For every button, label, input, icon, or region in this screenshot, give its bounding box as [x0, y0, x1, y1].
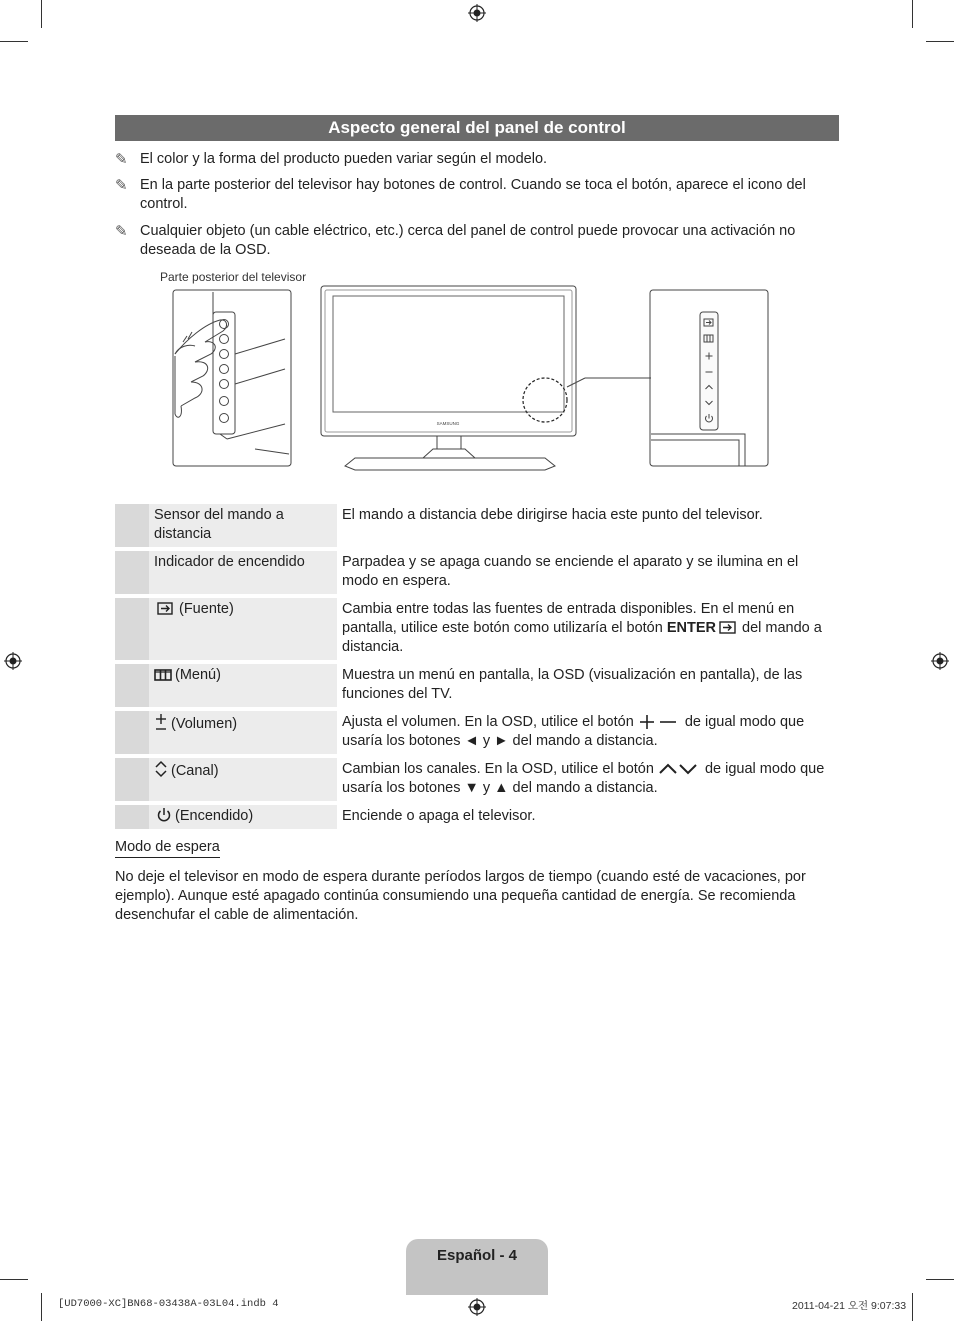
row-name: (Fuente): [149, 598, 337, 660]
crop-mark: [926, 41, 954, 42]
standby-text: No deje el televisor en modo de espera durante períodos largos de tiempo (cuando esté de vacaciones, por ejemplo). Aunque esté apagado continúa consumiendo una pequeña cantidad de energía. Se recomienda desenchufar el cable de alimentación.: [115, 869, 806, 923]
print-date-info: 2011-04-21 오전 9:07:33: [792, 1300, 907, 1312]
volume-plus-minus-icon: [638, 715, 678, 729]
control-table: [115, 500, 839, 833]
row-marker: [115, 664, 149, 707]
row-desc: Cambia entre todas las fuentes de entrada disponibles. En el menú en pantalla, utilice este botón como utilizaría el botón ENTER del mando a distancia.: [337, 598, 839, 660]
row-desc: Cambian los canales. En la OSD, utilice el botón de igual modo que usaría los botones ▼ y ▲ del mando a distancia.: [337, 758, 839, 801]
page-number-tab: Español - 4: [406, 1239, 548, 1295]
row-marker: [115, 711, 149, 754]
row-desc: Ajusta el volumen. En la OSD, utilice el botón de igual modo que usaría los botones ◄ y ► del mando a distancia.: [337, 711, 839, 754]
table-row: [115, 758, 839, 801]
hand-touch-illustration: [173, 290, 291, 466]
figure-label: Parte posterior del televisor: [160, 270, 307, 284]
table-row: [115, 504, 839, 547]
row-name: Sensor del mando a distancia: [149, 504, 337, 547]
tv-front-illustration: [321, 286, 651, 470]
row-name: (Canal): [149, 758, 337, 801]
crop-mark: [0, 1279, 28, 1280]
crop-mark: [926, 1279, 954, 1280]
row-name: (Volumen): [149, 711, 337, 754]
table-row: [115, 664, 839, 707]
row-marker: [115, 551, 149, 594]
channel-up-down-icon: [658, 762, 698, 776]
source-icon: [718, 620, 738, 635]
print-file-info: [UD7000-XC]BN68-03438A-03L04.indb 4: [58, 1298, 279, 1310]
table-row: [115, 805, 839, 829]
row-desc: Parpadea y se apaga cuando se enciende el aparato y se ilumina en el modo en espera.: [337, 551, 839, 594]
registration-mark-icon: [468, 1298, 486, 1316]
pencil-note-icon: ✎: [115, 151, 128, 168]
registration-mark-icon: [468, 4, 486, 22]
section-title: Aspecto general del panel de control: [115, 115, 839, 141]
button-strip-illustration: [650, 290, 768, 466]
note-item: ✎ El color y la forma del producto pueden variar según el modelo.: [115, 151, 548, 168]
row-name: (Menú): [149, 664, 337, 707]
row-marker: [115, 805, 149, 829]
row-desc: El mando a distancia debe dirigirse hacia este punto del televisor.: [337, 504, 839, 547]
table-row: [115, 598, 839, 660]
source-icon: [154, 601, 176, 616]
crop-mark: [912, 0, 913, 28]
standby-title: Modo de espera: [115, 839, 220, 858]
crop-mark: [912, 1293, 913, 1321]
table-row: [115, 711, 839, 754]
registration-mark-icon: [931, 652, 949, 670]
crop-mark: [41, 1293, 42, 1321]
tv-brand-label: SAMSUNG: [436, 421, 460, 426]
crop-mark: [0, 41, 28, 42]
pencil-note-icon: ✎: [115, 223, 128, 240]
crop-mark: [41, 0, 42, 28]
row-marker: [115, 758, 149, 801]
row-name: Indicador de encendido: [149, 551, 337, 594]
control-panel-figure: [165, 284, 775, 474]
table-row: [115, 551, 839, 594]
row-desc: Muestra un menú en pantalla, la OSD (visualización en pantalla), de las funciones del TV.: [337, 664, 839, 707]
registration-mark-icon: [4, 652, 22, 670]
pencil-note-icon: ✎: [115, 177, 128, 194]
row-marker: [115, 598, 149, 660]
channel-icon: [154, 760, 168, 778]
power-icon: [156, 807, 172, 823]
note-item: ✎ Cualquier objeto (un cable eléctrico, etc.) cerca del panel de control puede provocar una activación no deseada de la OSD.: [115, 223, 796, 258]
volume-icon: [154, 713, 168, 731]
row-name: (Encendido): [149, 805, 337, 829]
menu-icon: [154, 668, 172, 682]
note-item: ✎ En la parte posterior del televisor hay botones de control. Cuando se toca el botón, aparece el icono del control.: [115, 177, 806, 212]
row-marker: [115, 504, 149, 547]
row-desc: Enciende o apaga el televisor.: [337, 805, 839, 829]
